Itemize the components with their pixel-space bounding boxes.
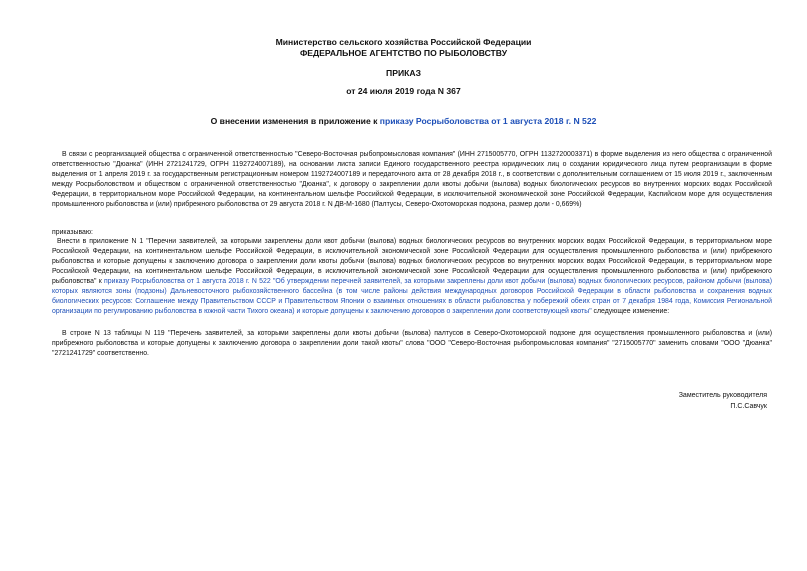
ministry-heading: Министерство сельского хозяйства Российской Федерации <box>275 37 532 47</box>
signature-name: П.С.Савчук <box>730 403 767 410</box>
paragraph-amendment <box>52 237 772 317</box>
amendment-text: Внести в приложение N 1 "Перечни заявителей, за которыми закреплены доли квот добычи (вылова) водных биологических ресурсов во внутренних морских водах Российской Федерации, в территориальном море Российской Федерации, на континентальном шельфе Российской Федерации, в исключительной экономической зоне Российской Федерации для осуществления промышленного рыболовства и (или) прибрежного рыболовства и которые допущены к заключению договора о закреплении доли квоты добычи (вылова) водных биологических ресурсов во внутренних морских водах Российской Федерации, в территориальном море Российской Федерации, на континентальном шельфе Российской Федерации, в исключительной экономической зоне Российской Федерации для осуществления промышленного рыболовства и (или) прибрежного рыболовства" к <box>52 238 772 285</box>
amendment-order-link[interactable]: приказу Росрыболовства от 1 августа 2018 г. N 522 "Об утверждении перечней заявителей, за которыми закреплены доли квот добычи (вылова) водных биологических ресурсов, районом добычи (вылова) которых являются зоны (подзоны) Дальневосточного рыбохозяйственного бассейна (в том числе районы действия международных договоров Российской Федерации в области рыболовства и сохранения водных биологических ресурсов: Соглашение между Правительством СССР и Правительством Японии о взаимных отношениях в области рыболовства у побережий обеих стран от 7 декабря 1984 года, Комиссия Региональной организации по регулированию рыболовства в южной части Тихого океана) и которые допущены к заключению договоров о закреплении доли соответствующей квоты" <box>52 278 773 315</box>
title-link[interactable]: приказу Росрыболовства от 1 августа 2018 г. N 522 <box>379 116 597 126</box>
document-title <box>0 116 807 126</box>
agency-heading: ФЕДЕРАЛЬНОЕ АГЕНТСТВО ПО РЫБОЛОВСТВУ <box>299 48 508 58</box>
signature-position: Заместитель руководителя <box>678 392 767 399</box>
doc-date-number: от 24 июля 2019 года N 367 <box>346 86 461 96</box>
title-prefix: О внесении изменения в приложение к <box>210 116 380 126</box>
paragraph-row-change: В строке N 13 таблицы N 119 "Перечень заявителей, за которыми закреплены доли квоты добычи (вылова) палтусов в Северо-Охотоморской подзоне для осуществления промышленного рыболовства и (или) прибрежного рыболовства и которые допущены к заключению договора о закреплении доли такой квоты" слова "ООО "Северо-Восточная рыбопромысловая компания" "2715005770" заменить словами "ООО "Дюанка" "2721241729" соответственно. <box>52 330 772 357</box>
doc-type-heading: ПРИКАЗ <box>386 68 421 78</box>
paragraph-grounds: В связи с реорганизацией общества с ограниченной ответственностью "Северо-Восточная рыбопромысловая компания" (ИНН 2715005770, ОГРН 1132720003371) в форме выделения из него общества с ограниченной ответственностью "Дюанка" (ИНН 2721241729, ОГРН 1192724007189), на основании листа записи Единого государственного реестра юридических лиц о создании юридического лица путем реорганизации в форме выделения от 1 апреля 2019 г. за государственным регистрационным номером 1192724007189 и передаточного акта от 28 декабря 2018 г., в соответствии с дополнительным соглашением от 15 июля 2019 г., заключенным между Росрыболовством и обществом с ограниченной ответственностью "Дюанка", к договору о закреплении доли квоты добычи (вылова) водных биологических ресурсов во внутренних морских водах Российской Федерации, в территориальном море Российской Федерации, на континентальном шельфе Российской Федерации, в исключительной экономической зоне Российской Федерации, Каспийском море для осуществления промышленного рыболовства и (или) прибрежного рыболовства от 29 августа 2018 г. N ДВ-М-1680 (Палтусы, Северо-Охотоморская подзона, размер доли - 0,669%) <box>52 151 772 208</box>
paragraph-order-word: приказываю: <box>52 229 93 236</box>
amendment-tail: следующее изменение: <box>591 308 670 315</box>
